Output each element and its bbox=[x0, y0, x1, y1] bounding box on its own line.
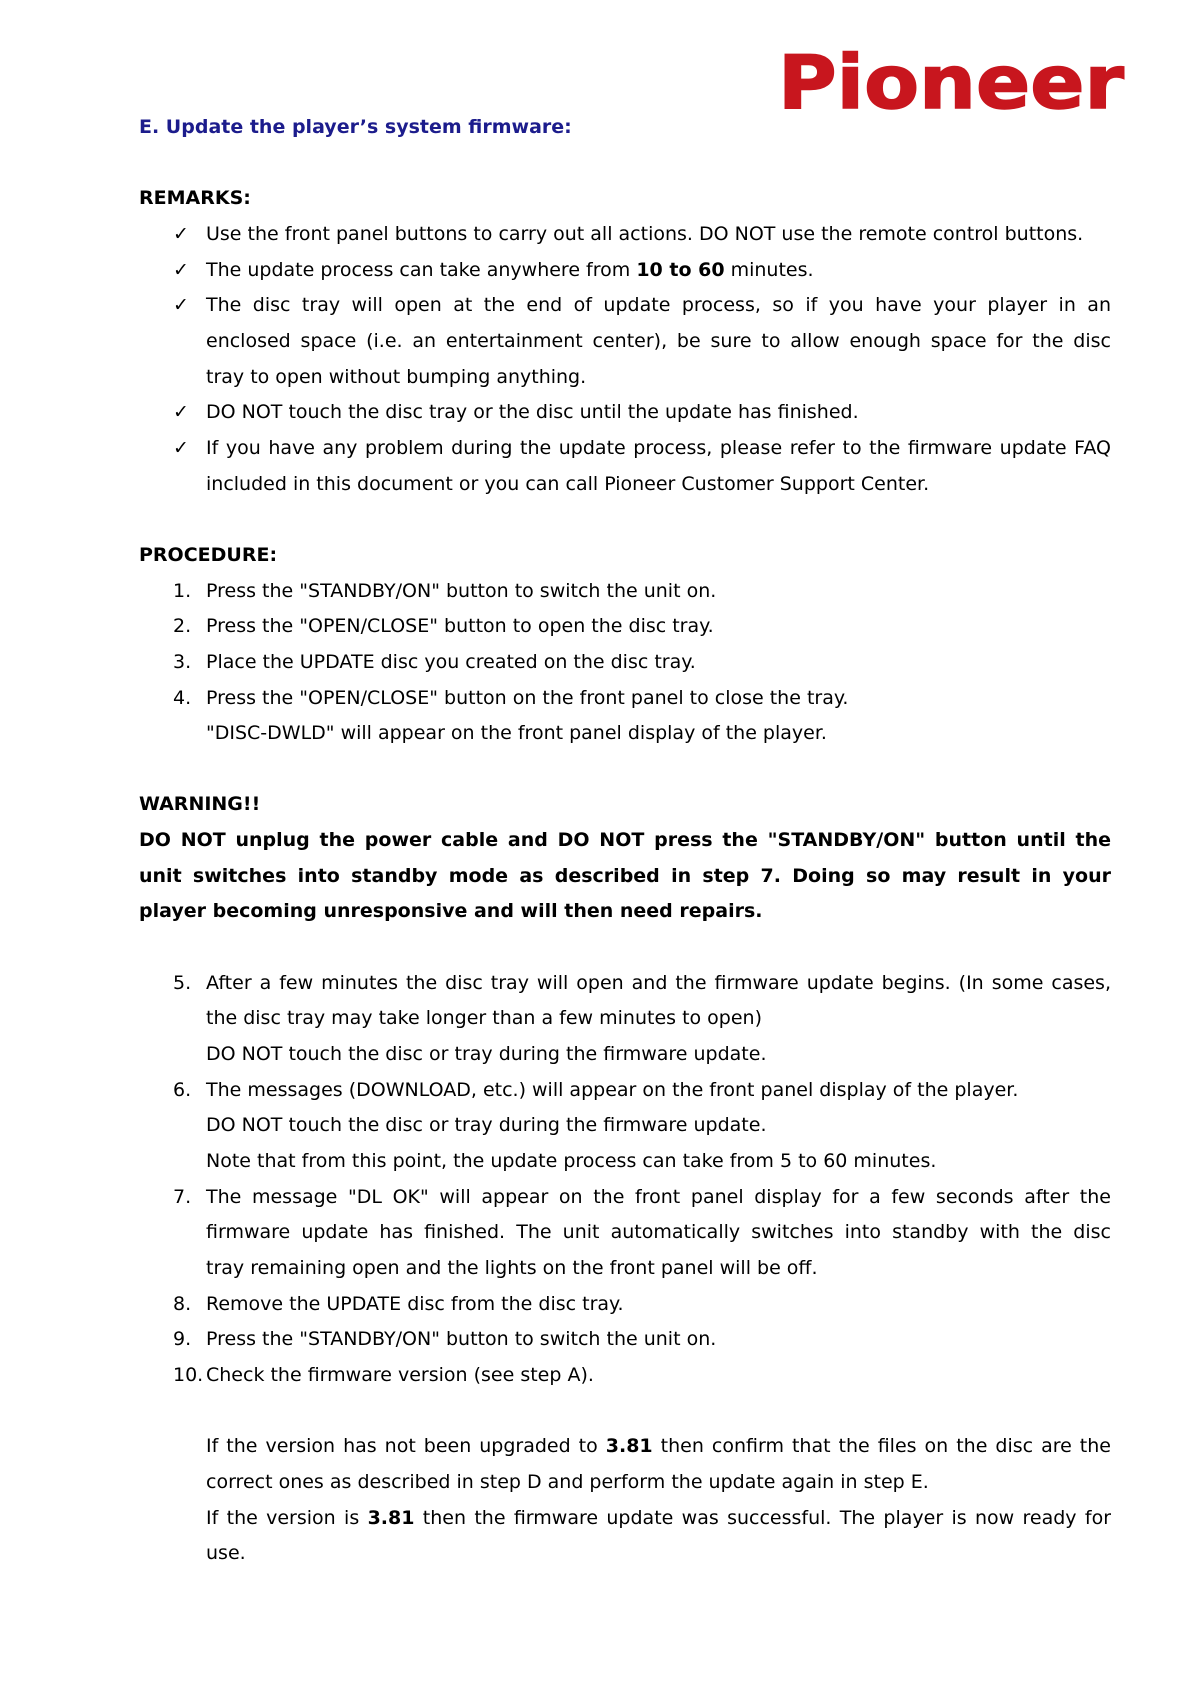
step-text: The message "DL OK" will appear on the front panel display for a few seconds after the bbox=[206, 1185, 1111, 1208]
step-text: Check the firmware version (see step A). bbox=[206, 1363, 594, 1386]
spacer bbox=[139, 502, 1111, 538]
step-item bbox=[139, 966, 1111, 1002]
pioneer-logo-text: Pioneer bbox=[778, 48, 1125, 112]
document-body bbox=[139, 110, 1111, 1572]
step-item bbox=[139, 1358, 1111, 1394]
step-text-line: "DISC-DWLD" will appear on the front panel display of the player. bbox=[206, 722, 827, 745]
remark-text: The disc tray will open at the end of update process, so if you have your player in an bbox=[206, 294, 1111, 317]
remark-text-line: included in this document or you can call Pioneer Customer Support Center. bbox=[206, 472, 930, 495]
step-text: Press the "OPEN/CLOSE" button to open the disc tray. bbox=[206, 615, 714, 638]
version-number: 3.81 bbox=[367, 1506, 415, 1529]
result-text: If the version has not been upgraded to bbox=[206, 1435, 606, 1458]
spacer bbox=[139, 146, 1111, 182]
remark-item bbox=[139, 217, 1111, 253]
result-text-line bbox=[139, 1501, 1111, 1537]
pioneer-logo bbox=[776, 48, 1128, 112]
checkmark-icon bbox=[173, 395, 189, 431]
step-number: 1. bbox=[173, 579, 192, 602]
result-text: If the version is bbox=[206, 1506, 368, 1529]
step-number: 8. bbox=[173, 1292, 192, 1315]
checkmark-icon bbox=[173, 288, 189, 324]
warning-text-line: player becoming unresponsive and will then need repairs. bbox=[139, 900, 763, 923]
step-text: After a few minutes the disc tray will open and the firmware update begins. (In some cases, bbox=[206, 971, 1111, 994]
spacer bbox=[139, 930, 1111, 966]
step-item bbox=[139, 1287, 1111, 1323]
step-number: 2. bbox=[173, 615, 192, 638]
warning-title: WARNING!! bbox=[139, 793, 261, 816]
procedure-title: PROCEDURE: bbox=[139, 543, 278, 566]
remark-text-line: enclosed space (i.e. an entertainment center), be sure to allow enough space for the disc bbox=[206, 329, 1111, 352]
step-number: 5. bbox=[173, 971, 192, 994]
duration-range: 10 to 60 bbox=[636, 258, 725, 281]
version-number: 3.81 bbox=[605, 1435, 653, 1458]
remarks-title: REMARKS: bbox=[139, 187, 251, 210]
step-number: 10. bbox=[173, 1363, 204, 1386]
step-item bbox=[139, 645, 1111, 681]
step-number: 7. bbox=[173, 1185, 192, 1208]
remark-text: minutes. bbox=[724, 258, 814, 281]
step-number: 4. bbox=[173, 686, 192, 709]
step-item bbox=[139, 681, 1111, 717]
step-text-line: Note that from this point, the update process can take from 5 to 60 minutes. bbox=[206, 1150, 937, 1173]
step-text-line: DO NOT touch the disc or tray during the firmware update. bbox=[206, 1043, 767, 1066]
result-text-line: correct ones as described in step D and perform the update again in step E. bbox=[206, 1470, 929, 1493]
step-number: 9. bbox=[173, 1328, 192, 1351]
step-text: Place the UPDATE disc you created on the disc tray. bbox=[206, 650, 696, 673]
step-number: 3. bbox=[173, 650, 192, 673]
step-text-line: tray remaining open and the lights on the front panel will be off. bbox=[206, 1257, 818, 1279]
step-text: Press the "STANDBY/ON" button to switch the unit on. bbox=[206, 1328, 717, 1351]
page-heading: E. Update the player’s system firmware: bbox=[139, 116, 572, 138]
step-text: The messages (DOWNLOAD, etc.) will appear on the front panel display of the player. bbox=[206, 1078, 1019, 1101]
remark-text: DO NOT touch the disc tray or the disc until the update has finished. bbox=[206, 401, 859, 424]
checkmark-icon bbox=[173, 217, 189, 253]
remark-item bbox=[139, 253, 1111, 289]
step-item bbox=[139, 1322, 1111, 1358]
step-text-line: firmware update has finished. The unit automatically switches into standby with the disc bbox=[206, 1221, 1111, 1244]
step-item bbox=[139, 574, 1111, 610]
remark-item bbox=[139, 395, 1111, 431]
step-text: Remove the UPDATE disc from the disc tray. bbox=[206, 1292, 624, 1315]
warning-text-line: unit switches into standby mode as described in step 7. Doing so may result in your bbox=[139, 864, 1111, 887]
remark-item bbox=[139, 431, 1111, 467]
step-number: 6. bbox=[173, 1078, 192, 1101]
step-text-line: DO NOT touch the disc or tray during the firmware update. bbox=[206, 1114, 767, 1137]
remark-item bbox=[139, 288, 1111, 324]
step-text-line: the disc tray may take longer than a few minutes to open) bbox=[206, 1007, 763, 1030]
remark-text-line: tray to open without bumping anything. bbox=[206, 365, 587, 388]
step-item bbox=[139, 1073, 1111, 1109]
remark-text: The update process can take anywhere from bbox=[206, 258, 637, 281]
result-text: then the firmware update was successful. The player is now ready for bbox=[414, 1506, 1111, 1529]
checkmark-icon bbox=[173, 253, 189, 289]
result-text-line bbox=[139, 1429, 1111, 1465]
spacer bbox=[139, 752, 1111, 788]
spacer bbox=[139, 1394, 1111, 1430]
result-text-line: use. bbox=[206, 1542, 246, 1565]
remark-text: Use the front panel buttons to carry out all actions. DO NOT use the remote control buttons. bbox=[206, 222, 1084, 245]
remark-text: If you have any problem during the update process, please refer to the firmware update FAQ bbox=[206, 436, 1111, 459]
result-text: then confirm that the files on the disc are the bbox=[652, 1435, 1111, 1458]
step-text: Press the "STANDBY/ON" button to switch the unit on. bbox=[206, 579, 717, 602]
step-text: Press the "OPEN/CLOSE" button on the front panel to close the tray. bbox=[206, 686, 849, 709]
step-item bbox=[139, 1180, 1111, 1216]
warning-text-line: DO NOT unplug the power cable and DO NOT press the "STANDBY/ON" button until the bbox=[139, 829, 1111, 852]
step-item bbox=[139, 609, 1111, 645]
checkmark-icon bbox=[173, 431, 189, 467]
